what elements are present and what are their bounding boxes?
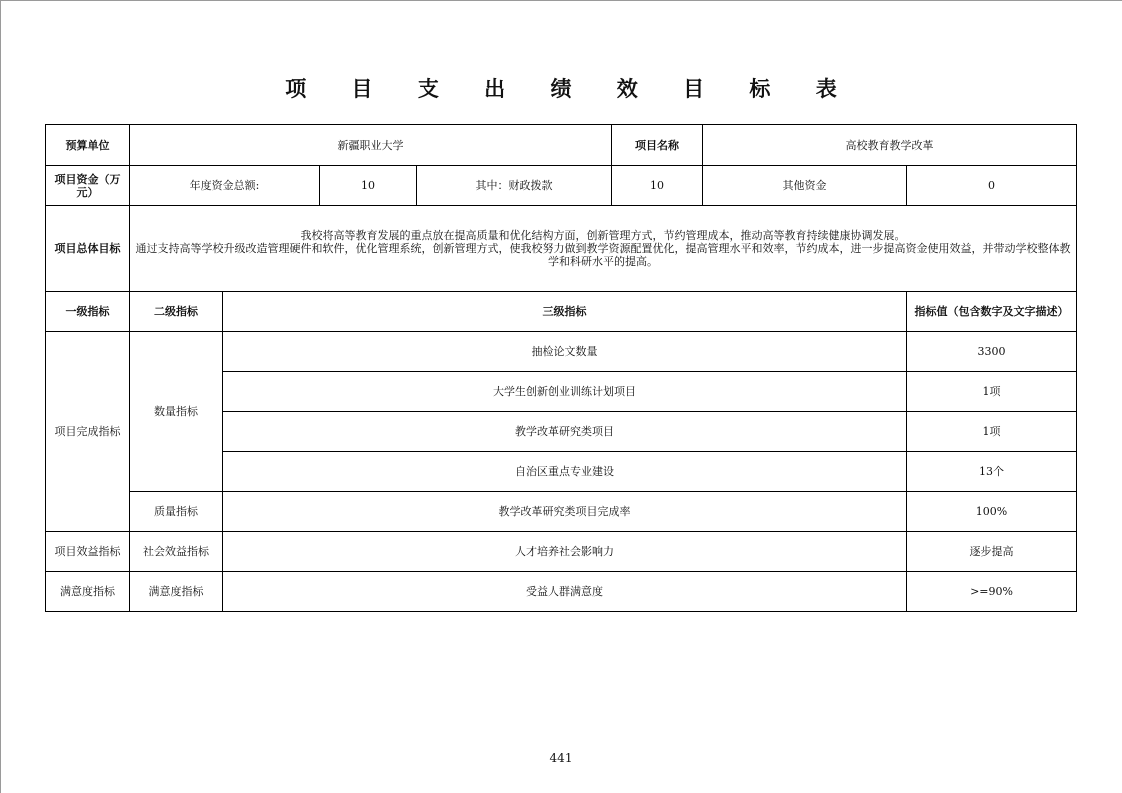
indicator-value: 100% — [907, 492, 1077, 532]
level1-header: 一级指标 — [46, 292, 130, 332]
indicator-name: 教学改革研究类项目 — [223, 412, 907, 452]
indicator-value: 3300 — [907, 332, 1077, 372]
table-row — [46, 532, 1077, 572]
indicator-name: 教学改革研究类项目完成率 — [223, 492, 907, 532]
fiscal-funds-label: 其中：财政拨款 — [417, 166, 612, 206]
value-header: 指标值（包含数字及文字描述） — [907, 292, 1077, 332]
indicator-value: >=90% — [907, 572, 1077, 612]
indicator-value: 逐步提高 — [907, 532, 1077, 572]
indicator-name: 受益人群满意度 — [223, 572, 907, 612]
total-funds-label: 年度资金总额: — [130, 166, 320, 206]
other-funds-value: 0 — [907, 166, 1077, 206]
budget-unit-value: 新疆职业大学 — [130, 125, 612, 166]
project-name-label: 项目名称 — [612, 125, 703, 166]
table-row — [46, 492, 1077, 532]
level3-header: 三级指标 — [223, 292, 907, 332]
social-group-label: 社会效益指标 — [130, 532, 223, 572]
goal-line: 通过支持高等学校升级改造管理硬件和软件，优化管理系统，创新管理方式，使我校努力做到教学资源配置优化，提高管理水平和效率，节约成本，进一步提高资金使用效益，并带动学校整体教学和科研水平的提高。 — [135, 242, 1071, 268]
indicator-value: 1项 — [907, 372, 1077, 412]
goal-label: 项目总体目标 — [46, 206, 130, 292]
budget-unit-row — [46, 125, 1077, 166]
goal-text — [130, 206, 1077, 292]
goal-line: 我校将高等教育发展的重点放在提高质量和优化结构方面，创新管理方式，节约管理成本，推动高等教育持续健康协调发展。 — [300, 229, 906, 242]
column-header-row — [46, 292, 1077, 332]
quality-group-label: 质量指标 — [130, 492, 223, 532]
page-title: 项 目 支 出 绩 效 目 标 表 — [285, 77, 856, 101]
indicator-value: 13个 — [907, 452, 1077, 492]
total-funds-value: 10 — [320, 166, 417, 206]
project-name-value: 高校教育教学改革 — [703, 125, 1077, 166]
page-edge-left — [0, 0, 1, 793]
table-row — [46, 332, 1077, 372]
fiscal-funds-value: 10 — [612, 166, 703, 206]
level2-header: 二级指标 — [130, 292, 223, 332]
table-row — [46, 572, 1077, 612]
indicator-name: 人才培养社会影响力 — [223, 532, 907, 572]
quantity-group-label: 数量指标 — [130, 332, 223, 492]
goal-row — [46, 206, 1077, 292]
other-funds-label: 其他资金 — [703, 166, 907, 206]
satisfaction-group-label: 满意度指标 — [46, 572, 130, 612]
indicator-value: 1项 — [907, 412, 1077, 452]
satisfaction-subgroup-label: 满意度指标 — [130, 572, 223, 612]
indicator-name: 自治区重点专业建设 — [223, 452, 907, 492]
benefit-group-label: 项目效益指标 — [46, 532, 130, 572]
completion-group-label: 项目完成指标 — [46, 332, 130, 532]
page-number: 441 — [549, 751, 573, 765]
indicator-name: 抽检论文数量 — [223, 332, 907, 372]
page-edge-top — [0, 0, 1122, 1]
indicator-name: 大学生创新创业训练计划项目 — [223, 372, 907, 412]
funds-row — [46, 166, 1077, 206]
performance-target-table — [45, 124, 1077, 612]
funds-label: 项目资金（万元） — [46, 166, 130, 206]
budget-unit-label: 预算单位 — [46, 125, 130, 166]
